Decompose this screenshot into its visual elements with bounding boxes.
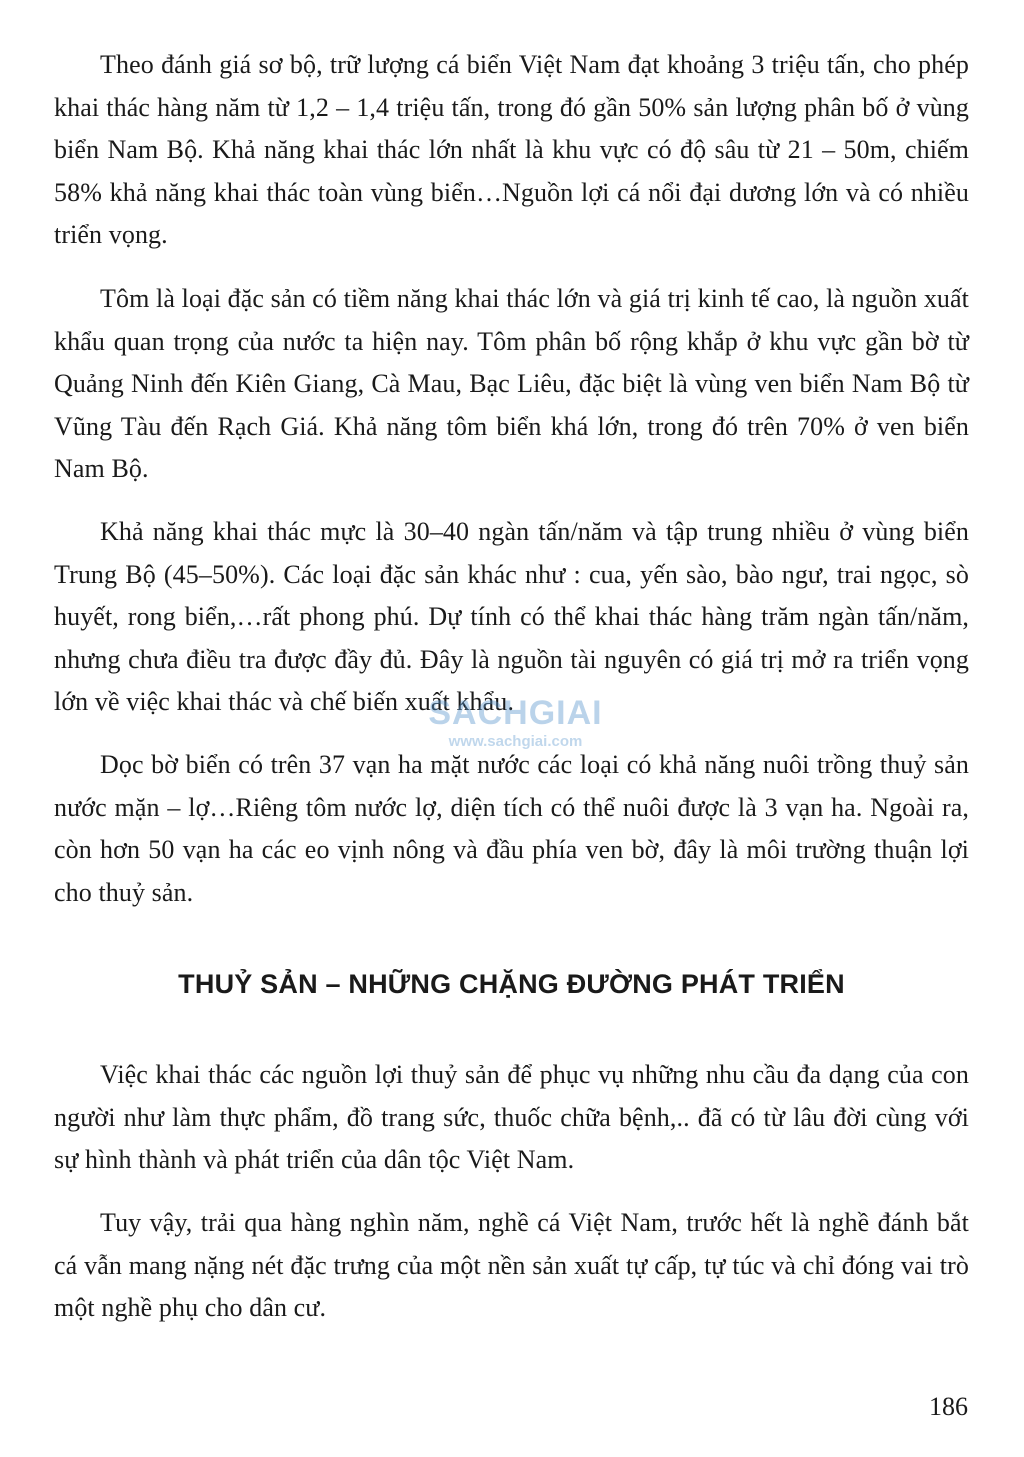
section-heading: THUỶ SẢN – NHỮNG CHẶNG ĐƯỜNG PHÁT TRIỂN (178, 969, 845, 1000)
paragraph-shrimp: Tôm là loại đặc sản có tiềm năng khai thác lớn và giá trị kinh tế cao, là nguồn xuất khẩu quan trọng của nước ta hiện nay. Tôm phân bố rộng khắp ở khu vực gần bờ từ Quảng Ninh đến Kiên Giang, Cà Mau, Bạc Liêu, đặc biệt là vùng ven biển Nam Bộ từ Vũng Tàu đến Rạch Giá. Khả năng tôm biển khá lớn, trong đó trên 70% ở ven biển Nam Bộ. (54, 283, 969, 484)
watermark-brand: SACHGIAI (428, 694, 603, 732)
watermark-url: www.sachgiai.com (448, 733, 583, 750)
page-content (54, 44, 969, 1330)
paragraph-aquaculture-area: Dọc bờ biển có trên 37 vạn ha mặt nước các loại có khả năng nuôi trồng thuỷ sản nước mặn – lợ…Riêng tôm nước lợ, diện tích có thể nuôi được là 3 vạn ha. Ngoài ra, còn hơn 50 vạn ha các eo vịnh nông và đầu phía ven bờ, đây là môi trường thuận lợi cho thuỷ sản. (54, 749, 969, 907)
paragraph-fish-reserves: Theo đánh giá sơ bộ, trữ lượng cá biển Việt Nam đạt khoảng 3 triệu tấn, cho phép khai thác hàng năm từ 1,2 – 1,4 triệu tấn, trong đó gần 50% sản lượng phân bố ở vùng biển Nam Bộ. Khả năng khai thác lớn nhất là khu vực có độ sâu từ 21 – 50m, chiếm 58% khả năng khai thác toàn vùng biển…Nguồn lợi cá nổi đại dương lớn và có nhiều triển vọng. (54, 50, 969, 250)
paragraph-squid-specialties: Khả năng khai thác mực là 30–40 ngàn tấn/năm và tập trung nhiều ở vùng biển Trung Bộ (45–50%). Các loại đặc sản khác như : cua, yến sào, bào ngư, trai ngọc, sò huyết, rong biển,…rất phong phú. Dự tính có thể khai thác hàng trăm ngàn tấn/năm, nhưng chưa điều tra được đầy đủ. Đây là nguồn tài nguyên có giá trị mở ra triển vọng lớn về việc khai thác và chế biến xuất khẩu. (54, 516, 969, 717)
paragraph-fishing-tradition: Tuy vậy, trải qua hàng nghìn năm, nghề cá Việt Nam, trước hết là nghề đánh bắt cá vẫn mang nặng nét đặc trưng của một nền sản xuất tự cấp, tự túc và chỉ đóng vai trò một nghề phụ cho dân cư. (54, 1208, 969, 1323)
paragraph-exploitation-history: Việc khai thác các nguồn lợi thuỷ sản để phục vụ những nhu cầu đa dạng của con người như làm thực phẩm, đồ trang sức, thuốc chữa bệnh,.. đã có từ lâu đời cùng với sự hình thành và phát triển của dân tộc Việt Nam. (54, 1060, 969, 1175)
page-number: 186 (929, 1392, 968, 1421)
